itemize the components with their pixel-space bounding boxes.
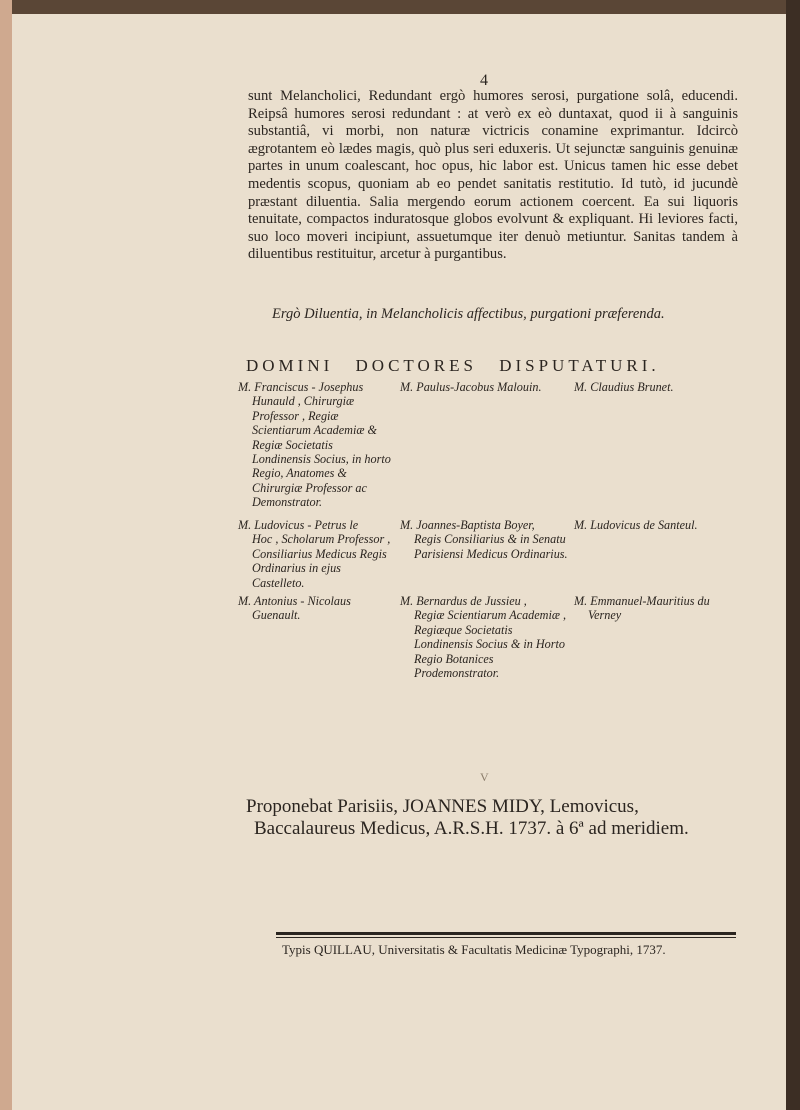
doctor-titles: Verney [588,608,622,623]
doctor-titles: Regis Consiliarius & in Senatu Parisiensi Medicus Ordinarius. [414,532,568,561]
right-page-edge [786,0,800,1110]
doctor-name: M. Bernardus de Jussieu , [400,594,527,608]
doctor-name: M. Antonius - Nicolaus [238,594,351,608]
divider-rule-thin [276,937,736,938]
doctor-name: M. Claudius Brunet. [574,380,674,394]
doctor-entry [400,380,570,394]
doctors-list [238,380,748,700]
doctor-name: M. Paulus-Jacobus Malouin. [400,380,542,394]
body-paragraph: sunt Melancholici, Redundant ergò humores serosi, purgatione solâ, educendi. Reipsâ humores serosi redundant : at verò ex eò duntaxat, quod ii à sanguinis substantiâ, vi morbi, non naturæ victricis conamine exprimantur. Idcircò ægrotantem eò lædes magis, quò plus seri eduxeris. Ut sejunctæ sanguinis genuinæ partes in unum coalescant, hoc opus, hic labor est. Unicus tamen hic esse debet medentis scopus, quoniam ab eo pendet sanitatis restitutio. Id tutò, id jucundè præstant diluentia. Salia mergendo eorum actionem coercent. Ea sui liquoris tenuitate, compactos induratosque globos evolvunt & expliquant. Hi leviores facti, suo loco moveri incipiunt, assuetumque iter denuò metiuntur. Sanitas tandem à diluentibus restituitur, arcetur à purgantibus. [248,88,738,263]
doctor-entry [400,518,570,561]
printer-imprint: Typis QUILLAU, Universitatis & Facultatis Medicinæ Typographi, 1737. [282,942,666,957]
doctor-titles: Guenault. [252,608,301,623]
doctor-entry [238,380,394,510]
doctor-entry [574,518,744,532]
proponebat-statement [246,796,746,840]
doctor-entry [238,594,394,623]
doctor-entry [238,518,394,590]
doctors-heading: DOMINI DOCTORES DISPUTATURI. [246,356,660,375]
doctor-name: M. Joannes-Baptista Boyer, [400,518,535,532]
page-number: 4 [480,72,488,89]
doctor-name: M. Franciscus - Josephus [238,380,364,394]
signature-mark: V [480,770,489,784]
conclusion-line: Ergò Diluentia, in Melancholicis affectibus, purgationi præferenda. [272,306,665,322]
doctor-titles: Hunauld , Chirurgiæ Professor , Regiæ Scientiarum Academiæ & Regiæ Societatis Londinensis Socius, in horto Regio, Anatomes & Chirurgiæ Professor ac Demonstrator. [252,394,391,510]
doctor-name: M. Emmanuel-Mauritius du [574,594,710,608]
doctor-entry [400,594,570,680]
proponebat-line-1: Proponebat Parisiis, JOANNES MIDY, Lemovicus, [246,796,639,817]
doctor-name: M. Ludovicus de Santeul. [574,518,698,532]
left-page-edge [0,0,12,1110]
doctor-titles: Regiæ Scientiarum Academiæ , Regiæque Societatis Londinensis Socius & in Horto Regio Botanices Prodemonstrator. [414,608,567,681]
doctor-titles: Hoc , Scholarum Professor , Consiliarius Medicus Regis Ordinarius in ejus Castelleto. [252,532,391,590]
doctor-name: M. Ludovicus - Petrus le [238,518,359,532]
doctor-entry [574,380,744,394]
proponebat-line-2: Baccalaureus Medicus, A.R.S.H. 1737. à 6ª ad meridiem. [254,818,689,839]
top-page-edge [0,0,800,14]
divider-rule [276,932,736,935]
doctor-entry [574,594,744,623]
